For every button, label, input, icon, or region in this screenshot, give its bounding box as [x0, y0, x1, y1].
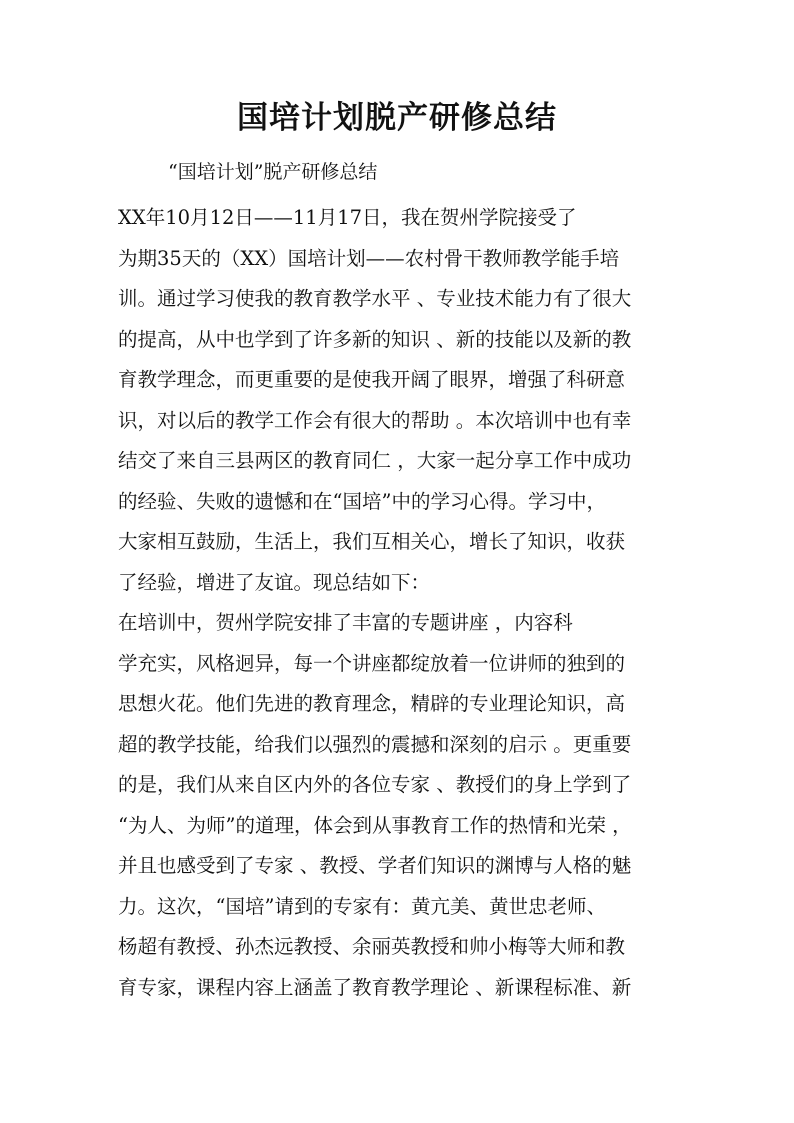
text-line: 大家相互鼓励，生活上，我们互相关心，增长了知识，收获 [118, 530, 626, 553]
text-line: 力。这次，“国培”请到的专家有：黄亢美、黄世忠老师、 [118, 894, 606, 918]
text-line: 思想火花。他们先进的教育理念，精辟的专业理论知识，高 [118, 692, 626, 715]
text-line: 在培训中，贺州学院安排了丰富的专题讲座 ，内容科 [118, 611, 573, 634]
body-text [118, 198, 683, 1008]
text-line: 的经验、失败的遗憾和在“国培”中的学习心得。学习中， [118, 489, 606, 513]
text-line: “为人、为师”的道理，体会到从事教育工作的热情和光荣 ， [118, 813, 632, 837]
text-line: 学充实，风格迥异，每一个讲座都绽放着一位讲师的独到的 [118, 651, 626, 675]
text-line: 并且也感受到了专家 、教授、学者们知识的渊博与人格的魅 [118, 854, 632, 877]
text-line: 结交了来自三县两区的教育同仁 ，大家一起分享工作中成功 [118, 449, 632, 472]
document-subtitle: “国培计划”脱产研修总结 [168, 161, 378, 183]
text-line: 识，对以后的教学工作会有很大的帮助 。本次培训中也有幸 [118, 408, 632, 432]
text-line: 的是，我们从来自区内外的各位专家 、教授们的身上学到了 [118, 773, 632, 796]
text-line: 超的教学技能，给我们以强烈的震撼和深刻的启示 。更重要 [118, 732, 632, 756]
page-title: 国培计划脱产研修总结 [237, 100, 557, 136]
text-line: 为期35天的（XX）国培计划——农村骨干教师教学能手培 [118, 246, 620, 270]
text-line: 杨超有教授、孙杰远教授、余丽英教授和帅小梅等大师和教 [118, 935, 626, 958]
text-line: 的提高，从中也学到了许多新的知识 、新的技能以及新的教 [118, 327, 632, 351]
text-line: 育教学理念，而更重要的是使我开阔了眼界，增强了科研意 [118, 368, 626, 391]
text-line: XX年10月12日——11月17日，我在贺州学院接受了 [118, 206, 577, 229]
text-line: 训。通过学习使我的教育教学水平 、专业技术能力有了很大 [118, 287, 632, 310]
text-line: 育专家，课程内容上涵盖了教育教学理论 、新课程标准、新 [118, 975, 632, 999]
text-line: 了经验，增进了友谊。现总结如下： [118, 570, 431, 594]
